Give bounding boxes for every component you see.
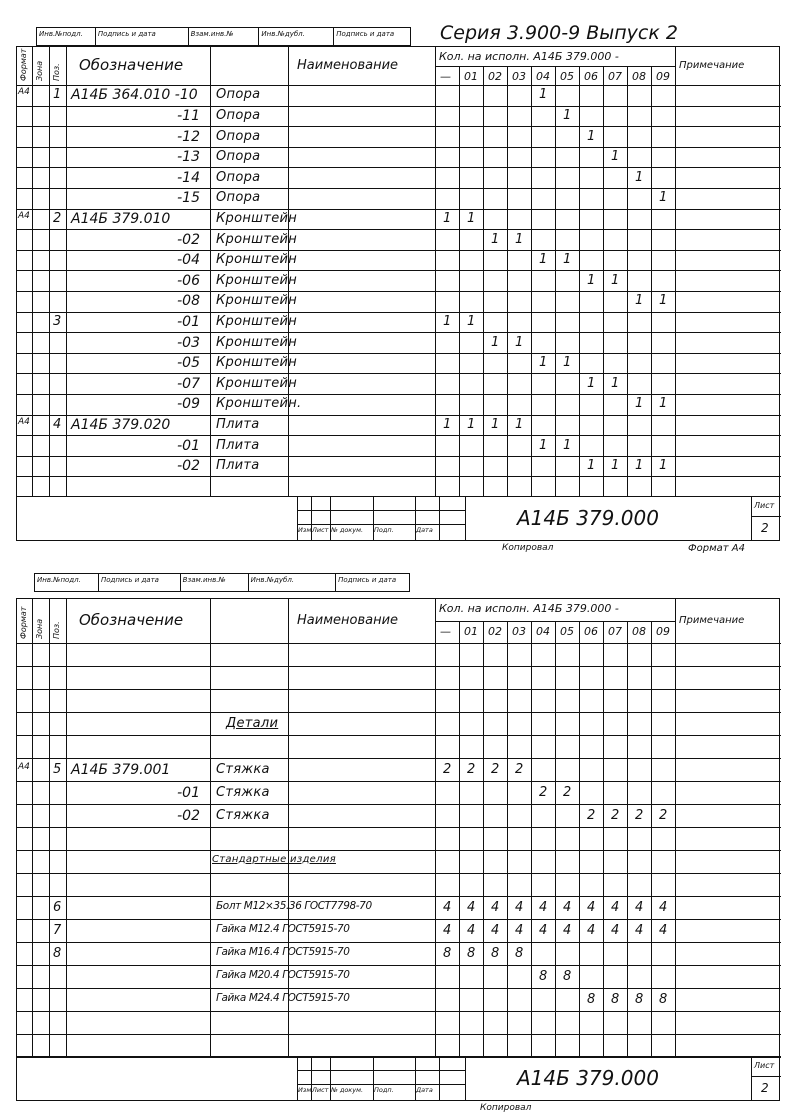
qty-cell: 4 (467, 899, 476, 915)
sheet-number: 2 (761, 521, 769, 535)
qty-cell: 2 (563, 784, 572, 800)
header-qty: Кол. на исполн. А14Б 379.000 - (439, 602, 619, 615)
row-rule (17, 394, 781, 395)
qty-cell: 1 (563, 252, 572, 268)
header-variant: 06 (584, 70, 598, 83)
tb-rule (297, 1084, 465, 1085)
row-name: Кронштейн (216, 210, 298, 226)
tb-rule (751, 516, 781, 517)
qty-cell: 8 (443, 945, 452, 961)
stub-header-1 (36, 27, 411, 46)
row-rule (17, 850, 781, 851)
row-pos: 4 (53, 416, 62, 432)
qty-cell: 1 (587, 128, 596, 144)
stub-col: Инв.№подл. (37, 28, 96, 45)
row-designation: А14Б 364.010 -10 (71, 87, 198, 104)
qty-cell: 1 (563, 437, 572, 453)
row-name: Опора (216, 107, 261, 123)
section-heading: Стандартные изделия (212, 853, 336, 865)
qty-cell: 1 (467, 313, 476, 329)
stub-header-2 (34, 573, 410, 592)
tb-rule (439, 496, 440, 540)
row-name: Кронштейн (216, 375, 298, 391)
row-rule (17, 188, 781, 189)
row-designation: -07 (177, 375, 200, 392)
tb-rule (751, 1056, 752, 1100)
row-designation: А14Б 379.001 (71, 761, 171, 778)
header-designation: Обозначение (79, 56, 184, 74)
series-title: Серия 3.900-9 Выпуск 2 (440, 22, 678, 44)
qty-cell: 1 (443, 313, 452, 329)
qty-cell: 1 (587, 272, 596, 288)
column-rule (579, 66, 580, 496)
header-pos: Поз. (52, 63, 61, 81)
row-designation: -02 (177, 807, 200, 824)
row-name: Стяжка (216, 761, 270, 777)
column-rule (603, 621, 604, 1056)
qty-cell: 2 (587, 807, 596, 823)
qty-cell: 2 (515, 761, 524, 777)
sheet-number: 2 (761, 1081, 769, 1095)
row-name: Опора (216, 190, 261, 206)
row-pos: 3 (53, 313, 62, 329)
column-rule (459, 66, 460, 496)
tb-rule (751, 1076, 781, 1077)
row-name: Плита (216, 458, 260, 474)
qty-cell: 4 (611, 922, 620, 938)
row-rule (17, 965, 781, 966)
row-rule (17, 291, 781, 292)
row-format: А4 (18, 210, 30, 221)
qty-cell: 4 (587, 899, 596, 915)
row-rule (17, 735, 781, 736)
qty-cell: 8 (539, 968, 548, 984)
qty-cell: 4 (635, 899, 644, 915)
header-variant: — (440, 625, 451, 638)
row-pos: 7 (53, 922, 62, 938)
tb-col-label: Дата (416, 1086, 433, 1094)
header-zone: Зона (35, 60, 44, 81)
column-rule (651, 621, 652, 1056)
tb-col-label: № докум. (331, 1086, 364, 1094)
row-rule (17, 147, 781, 148)
section-heading: Детали (226, 715, 279, 731)
row-pos: 2 (53, 210, 62, 226)
row-designation: -15 (177, 190, 200, 207)
column-rule (459, 621, 460, 1056)
qty-cell: 2 (467, 761, 476, 777)
doc-code: А14Б 379.000 (517, 506, 659, 530)
row-rule (17, 106, 781, 107)
qty-cell: 4 (467, 922, 476, 938)
row-rule (17, 270, 781, 271)
tb-col-label: Подп. (374, 1086, 394, 1094)
header-name: Наименование (297, 58, 399, 73)
row-designation: -01 (177, 437, 200, 454)
tb-col-label: Изм (298, 526, 312, 534)
column-rule (531, 66, 532, 496)
row-designation: -02 (177, 458, 200, 475)
row-rule (17, 373, 781, 374)
qty-cell: 2 (635, 807, 644, 823)
header-variant: 07 (608, 70, 622, 83)
qty-cell: 8 (491, 945, 500, 961)
qty-cell: 4 (563, 899, 572, 915)
qty-cell: 1 (443, 416, 452, 432)
header-variant: 02 (488, 70, 502, 83)
row-rule (17, 1034, 781, 1035)
header-note: Примечание (679, 615, 745, 626)
tb-col-label: Лист (312, 526, 329, 534)
header-variant: 09 (656, 70, 670, 83)
qty-cell: 4 (659, 922, 668, 938)
row-rule (17, 353, 781, 354)
qty-cell: 4 (635, 922, 644, 938)
tb-rule (439, 1056, 440, 1100)
header-format: Формат (19, 48, 28, 81)
qty-cell: 8 (635, 991, 644, 1007)
row-rule (17, 250, 781, 251)
tb-rule (297, 1070, 465, 1071)
header-rule (17, 643, 781, 644)
row-rule (17, 873, 781, 874)
qty-cell: 1 (467, 416, 476, 432)
row-format: А4 (18, 761, 30, 772)
qty-cell: 1 (635, 396, 644, 412)
row-name: Опора (216, 87, 261, 103)
column-rule (579, 621, 580, 1056)
row-name: Кронштейн. (216, 396, 302, 412)
row-designation: -08 (177, 293, 200, 310)
qty-cell: 1 (515, 416, 524, 432)
row-rule (17, 312, 781, 313)
tb-rule (297, 524, 465, 525)
qty-cell: 1 (659, 396, 668, 412)
row-designation: -01 (177, 784, 200, 801)
header-zone: Зона (35, 618, 44, 639)
column-rule (483, 621, 484, 1056)
qty-cell: 1 (539, 437, 548, 453)
qty-cell: 4 (587, 922, 596, 938)
row-pos: 6 (53, 899, 62, 915)
row-designation: -12 (177, 128, 200, 145)
doc-code: А14Б 379.000 (517, 1066, 659, 1090)
header-qty: Кол. на исполн. А14Б 379.000 - (439, 50, 619, 63)
qty-cell: 8 (587, 991, 596, 1007)
qty-cell: 1 (539, 355, 548, 371)
header-variant: 01 (464, 625, 478, 638)
header-variant: 09 (656, 625, 670, 638)
column-rule (507, 621, 508, 1056)
qty-cell: 8 (611, 991, 620, 1007)
header-variant: 05 (560, 625, 574, 638)
row-rule (17, 1011, 781, 1012)
row-designation: -03 (177, 334, 200, 351)
header-variant: 03 (512, 625, 526, 638)
row-rule (17, 689, 781, 690)
row-name: Опора (216, 128, 261, 144)
qty-cell: 8 (659, 991, 668, 1007)
column-rule (288, 47, 289, 496)
column-rule (651, 66, 652, 496)
row-rule (17, 209, 781, 210)
row-name: Стяжка (216, 784, 270, 800)
row-pos: 1 (53, 87, 62, 103)
header-pos: Поз. (52, 621, 61, 639)
column-rule (555, 621, 556, 1056)
header-variant: 05 (560, 70, 574, 83)
row-name: Опора (216, 169, 261, 185)
row-pos: 5 (53, 761, 62, 777)
row-rule (17, 332, 781, 333)
header-variant: 01 (464, 70, 478, 83)
row-name: Стяжка (216, 807, 270, 823)
row-designation: -14 (177, 169, 200, 186)
row-rule (17, 827, 781, 828)
qty-cell: 1 (635, 458, 644, 474)
row-name: Кронштейн (216, 355, 298, 371)
qty-cell: 1 (515, 334, 524, 350)
qty-cell: 1 (491, 334, 500, 350)
column-rule (627, 66, 628, 496)
row-designation: -06 (177, 272, 200, 289)
column-rule (555, 66, 556, 496)
stub-col: Взам.инв.№ (189, 28, 260, 45)
row-rule (17, 712, 781, 713)
row-name: Гайка М16.4 ГОСТ5915-70 (216, 945, 350, 958)
column-rule (32, 47, 33, 496)
row-rule (17, 126, 781, 127)
tb-col-label: № докум. (331, 526, 364, 534)
tb-col-label: Лист (312, 1086, 329, 1094)
header-variant: 08 (632, 70, 646, 83)
qty-cell: 4 (443, 922, 452, 938)
column-rule (483, 66, 484, 496)
row-designation: -04 (177, 252, 200, 269)
row-name: Опора (216, 149, 261, 165)
column-rule (627, 621, 628, 1056)
title-block (17, 496, 781, 540)
header-variant: 06 (584, 625, 598, 638)
row-format: А4 (18, 416, 30, 427)
tb-col-label: Подп. (374, 526, 394, 534)
row-designation: -02 (177, 231, 200, 248)
tb-rule (297, 510, 465, 511)
header-variant: 07 (608, 625, 622, 638)
row-name: Кронштейн (216, 231, 298, 247)
qty-cell: 2 (443, 761, 452, 777)
header-name: Наименование (297, 613, 399, 628)
stub-col: Подпись и дата (338, 576, 397, 584)
row-name: Гайка М20.4 ГОСТ5915-70 (216, 968, 350, 981)
row-rule (17, 896, 781, 897)
qty-cell: 4 (659, 899, 668, 915)
qty-cell: 1 (611, 458, 620, 474)
qty-cell: 1 (659, 293, 668, 309)
qty-cell: 8 (515, 945, 524, 961)
stub-col: Инв.№дубл. (259, 28, 334, 45)
row-format: А4 (18, 87, 30, 98)
stub-col: Подпись и дата (336, 30, 395, 38)
row-designation: -11 (177, 107, 200, 124)
row-designation: -13 (177, 149, 200, 166)
row-rule (17, 758, 781, 759)
qty-cell: 4 (491, 899, 500, 915)
row-rule (17, 781, 781, 782)
tb-rule (465, 1056, 466, 1100)
qty-cell: 1 (587, 458, 596, 474)
qty-cell: 4 (539, 922, 548, 938)
column-rule (49, 47, 50, 496)
row-pos: 8 (53, 945, 62, 961)
stub-col: Взам.инв.№ (181, 574, 249, 591)
spec-sheet-1 (16, 46, 780, 541)
qty-cell: 1 (539, 87, 548, 103)
qty-cell: 1 (491, 231, 500, 247)
title-block (17, 1056, 781, 1100)
tb-col-label: Изм (298, 1086, 312, 1094)
copied-by-2: Копировал (480, 1103, 532, 1113)
stub-col: Подпись и дата (99, 574, 181, 591)
column-rule (210, 47, 211, 496)
qty-cell: 8 (563, 968, 572, 984)
row-name: Кронштейн (216, 293, 298, 309)
header-variant: 04 (536, 625, 550, 638)
row-name: Плита (216, 416, 260, 432)
tb-rule (465, 496, 466, 540)
sheet-label: Лист (754, 501, 775, 510)
row-rule (17, 435, 781, 436)
row-rule (17, 229, 781, 230)
qty-cell: 2 (491, 761, 500, 777)
column-rule (507, 66, 508, 496)
qty-cell: 1 (611, 272, 620, 288)
row-rule (17, 415, 781, 416)
format-label: Формат А4 (688, 543, 745, 554)
header-variant: — (440, 70, 451, 83)
qty-cell: 8 (467, 945, 476, 961)
column-rule (675, 47, 676, 496)
stub-col: Инв.№подл. (35, 574, 99, 591)
row-rule (17, 942, 781, 943)
header-rule (17, 85, 781, 86)
header-format: Формат (19, 606, 28, 639)
row-rule (17, 456, 781, 457)
qty-cell: 1 (611, 149, 620, 165)
tb-rule (751, 496, 752, 540)
qty-cell: 4 (515, 899, 524, 915)
row-designation: -05 (177, 355, 200, 372)
qty-cell: 1 (587, 375, 596, 391)
qty-cell: 4 (563, 922, 572, 938)
row-name: Кронштейн (216, 252, 298, 268)
row-designation: А14Б 379.010 (71, 210, 171, 227)
qty-cell: 1 (539, 252, 548, 268)
qty-cell: 4 (539, 899, 548, 915)
column-rule (603, 66, 604, 496)
qty-cell: 1 (611, 375, 620, 391)
qty-cell: 1 (635, 293, 644, 309)
header-variant: 02 (488, 625, 502, 638)
row-name: Гайка М24.4 ГОСТ5915-70 (216, 991, 350, 1004)
row-name: Болт М12×35.36 ГОСТ7798-70 (216, 899, 372, 912)
row-name: Гайка М12.4 ГОСТ5915-70 (216, 922, 350, 935)
row-rule (17, 476, 781, 477)
qty-cell: 1 (515, 231, 524, 247)
qty-cell: 2 (611, 807, 620, 823)
qty-cell: 1 (491, 416, 500, 432)
column-rule (531, 621, 532, 1056)
header-variant: 08 (632, 625, 646, 638)
row-name: Кронштейн (216, 313, 298, 329)
stub-col: Инв.№дубл. (249, 574, 337, 591)
qty-cell: 1 (659, 458, 668, 474)
qty-cell: 2 (539, 784, 548, 800)
copied-by-1: Копировал (502, 543, 554, 553)
row-rule (17, 988, 781, 989)
stub-col: Подпись и дата (96, 28, 189, 45)
qty-cell: 1 (635, 169, 644, 185)
qty-cell: 1 (563, 107, 572, 123)
row-name: Плита (216, 437, 260, 453)
row-designation: -01 (177, 313, 200, 330)
row-name: Кронштейн (216, 272, 298, 288)
row-designation: -09 (177, 396, 200, 413)
sheet-label: Лист (754, 1061, 775, 1070)
row-designation: А14Б 379.020 (71, 416, 171, 433)
qty-cell: 4 (491, 922, 500, 938)
qty-cell: 1 (467, 210, 476, 226)
row-rule (17, 666, 781, 667)
qty-cell: 1 (563, 355, 572, 371)
header-variant: 04 (536, 70, 550, 83)
tb-col-label: Дата (416, 526, 433, 534)
header-note: Примечание (679, 60, 745, 71)
qty-cell: 1 (443, 210, 452, 226)
qty-cell: 1 (659, 190, 668, 206)
header-designation: Обозначение (79, 611, 184, 629)
row-rule (17, 804, 781, 805)
qty-cell: 2 (659, 807, 668, 823)
qty-cell: 4 (443, 899, 452, 915)
row-rule (17, 167, 781, 168)
column-rule (435, 47, 436, 496)
spec-sheet-2 (16, 598, 780, 1101)
row-name: Кронштейн (216, 334, 298, 350)
header-variant: 03 (512, 70, 526, 83)
qty-cell: 4 (515, 922, 524, 938)
qty-cell: 4 (611, 899, 620, 915)
row-rule (17, 919, 781, 920)
column-rule (66, 47, 67, 496)
